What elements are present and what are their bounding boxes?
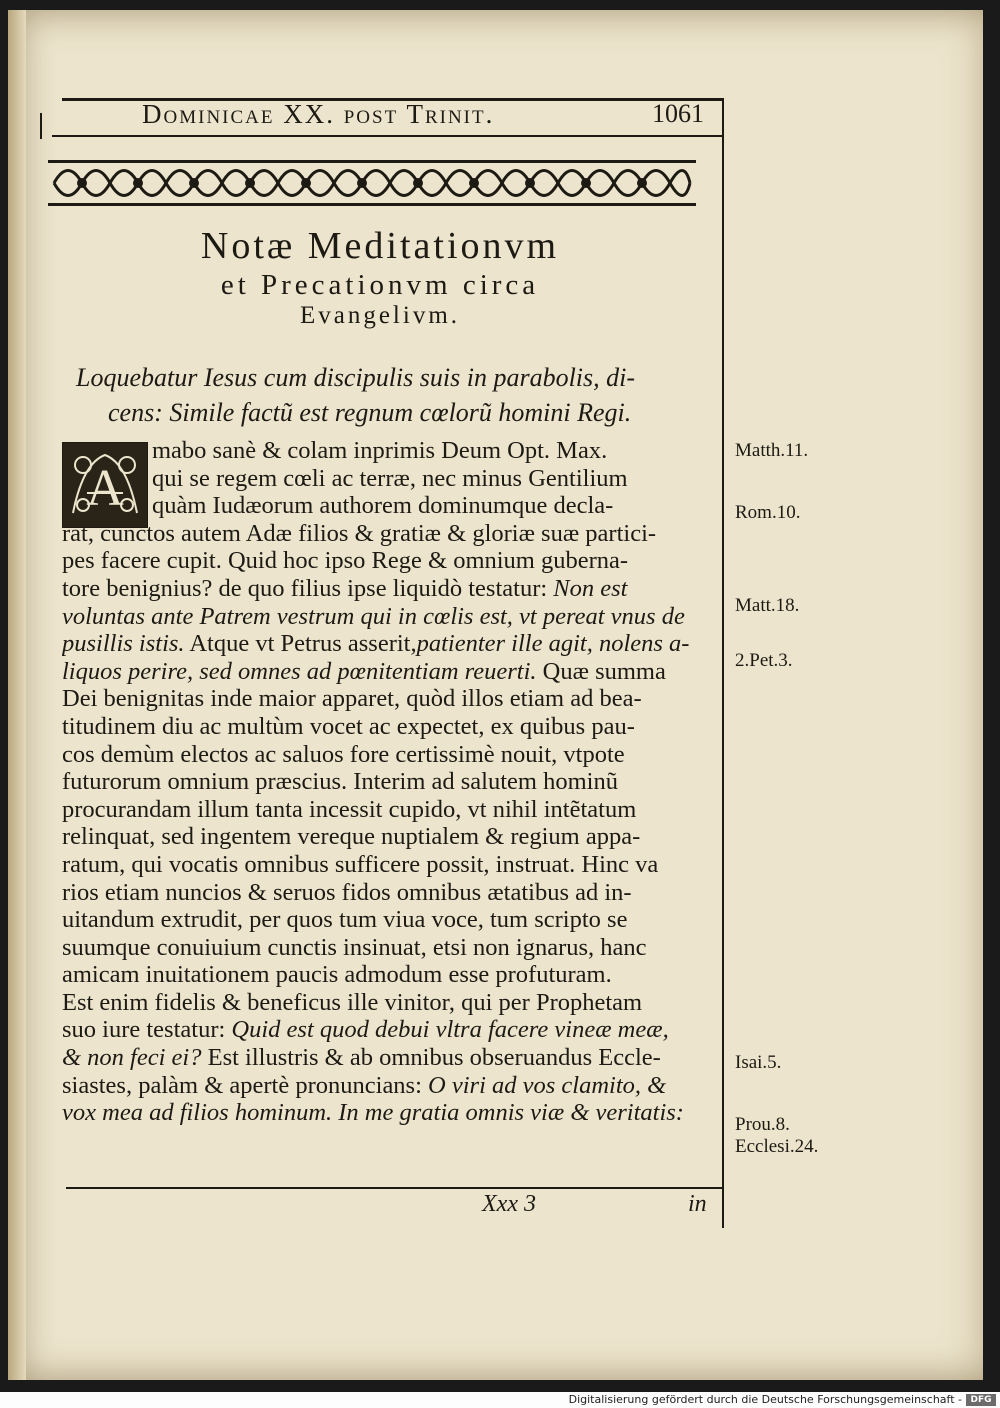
scripture-quote: patienter ille agit, nolens a- — [416, 630, 690, 658]
margin-note: Matth.11. — [735, 440, 809, 461]
body-line: qui se regem cœli ac terræ, nec minus Gentilium — [152, 464, 628, 492]
catchword: in — [688, 1191, 707, 1217]
body-line: quàm Iudæorum authorem dominumque decla- — [152, 492, 614, 520]
body-segment: Atque vt Petrus asserit, — [184, 630, 417, 658]
body-line: Est enim fidelis & beneficus ille vinitor, qui per Prophetam — [62, 988, 643, 1016]
body-line: procurandam illum tanta incessit cupido, vt nihil intẽtatum — [62, 795, 637, 823]
title-line-1: Notæ Meditationvm — [200, 225, 560, 267]
scripture-quote: Non est — [553, 574, 628, 602]
margin-note: 2.Pet.3. — [735, 650, 793, 671]
body-line: suumque conuiuium cunctis insinuat, etsi non ignarus, hanc — [62, 933, 647, 961]
page-number: 1061 — [652, 99, 704, 128]
title-line-3: Evangelivm. — [299, 302, 461, 330]
scripture-quote: & non feci ei? — [62, 1044, 202, 1072]
ornament-band-icon — [48, 152, 696, 214]
body-text — [62, 437, 710, 1127]
gospel-lemma — [76, 360, 704, 430]
body-line: titudinem diu ac multùm vocet ac expectet, ex quibus pau- — [62, 712, 635, 740]
body-line — [62, 1044, 710, 1072]
margin-note: Ecclesi.24. — [735, 1136, 819, 1157]
body-line: futurorum omnium præscius. Interim ad salutem hominũ — [62, 768, 618, 796]
margin-note: Isai.5. — [735, 1052, 782, 1073]
lemma-line-1: Loquebatur Iesus cum discipulis suis in parabolis, di- — [76, 363, 636, 392]
body-segment: suo iure testatur: — [62, 1016, 226, 1044]
margin-column-rule — [722, 98, 724, 1228]
body-line: Dei benignitas inde maior apparet, quòd illos etiam ad bea- — [62, 685, 642, 713]
body-line — [62, 575, 710, 603]
header-left-mark — [40, 113, 42, 139]
body-line: amicam inuitationem paucis admodum esse profuturam. — [62, 961, 612, 989]
margin-note: Prou.8. — [735, 1114, 790, 1135]
scripture-quote-line: voluntas ante Patrem vestrum qui in cœlis est, vt pereat vnus de — [62, 602, 685, 630]
body-line: relinquat, sed ingentem vereque nuptialem & regium appa- — [62, 823, 641, 851]
body-line: ratum, qui vocatis omnibus sufficere possit, instruat. Hinc va — [62, 850, 659, 878]
scripture-quote-line: vox mea ad filios hominum. In me gratia omnis viæ & veritatis: — [62, 1099, 684, 1127]
body-line — [62, 1016, 710, 1044]
footer-rule — [66, 1187, 722, 1189]
running-head: Dominicae XX. post Trinit. — [142, 99, 495, 129]
body-segment: siastes, palàm & apertè pronuncians: — [62, 1071, 422, 1099]
dfg-logo-icon: DFG — [966, 1394, 996, 1406]
margin-note: Rom.10. — [735, 502, 801, 523]
body-line — [62, 658, 710, 686]
body-line: rios etiam nuncios & seruos fidos omnibus ætatibus ad in- — [62, 878, 632, 906]
scripture-quote: liquos perire, sed omnes ad pœnitentiam reuerti. — [62, 657, 537, 685]
signature-mark: Xxx 3 — [482, 1191, 536, 1217]
body-line: rat, cunctos autem Adæ filios & gratiæ & gloriæ suæ partici- — [62, 519, 657, 547]
lemma-line-2: cens: Simile factũ est regnum cœlorũ homini Regi. — [108, 398, 632, 427]
body-line: pes facere cupit. Quid hoc ipso Rege & omnium guberna- — [62, 547, 629, 575]
page-gutter-shade — [8, 10, 26, 1380]
body-line: cos demùm electos ac saluos fore certissimè nouit, vtpote — [62, 740, 625, 768]
scripture-quote: Quid est quod debui vltra facere vineæ meæ, — [225, 1016, 669, 1044]
body-line: mabo sanè & colam inprimis Deum Opt. Max. — [152, 437, 608, 464]
body-line — [62, 1072, 710, 1100]
body-segment: tore benignius? de quo filius ipse liquidò testatur: — [62, 574, 548, 602]
body-line — [62, 630, 710, 658]
svg-text:A: A — [86, 460, 124, 517]
margin-note: Matt.18. — [735, 595, 800, 616]
header-rule-bottom — [52, 135, 724, 137]
body-segment: Quæ summa — [536, 657, 666, 685]
body-line: uitandum extrudit, per quos tum viua voce, tum scripto se — [62, 906, 628, 934]
credit-text: Digitalisierung gefördert durch die Deutsche Forschungsgemeinschaft - — [568, 1393, 962, 1406]
section-title — [60, 225, 700, 331]
body-segment: Est illustris & ab omnibus obseruandus Eccle- — [201, 1044, 661, 1072]
scripture-quote: O viri ad vos clamito, & — [421, 1071, 667, 1099]
scripture-quote: pusillis istis. — [62, 630, 185, 658]
title-line-2: et Precationvm circa — [220, 268, 540, 301]
